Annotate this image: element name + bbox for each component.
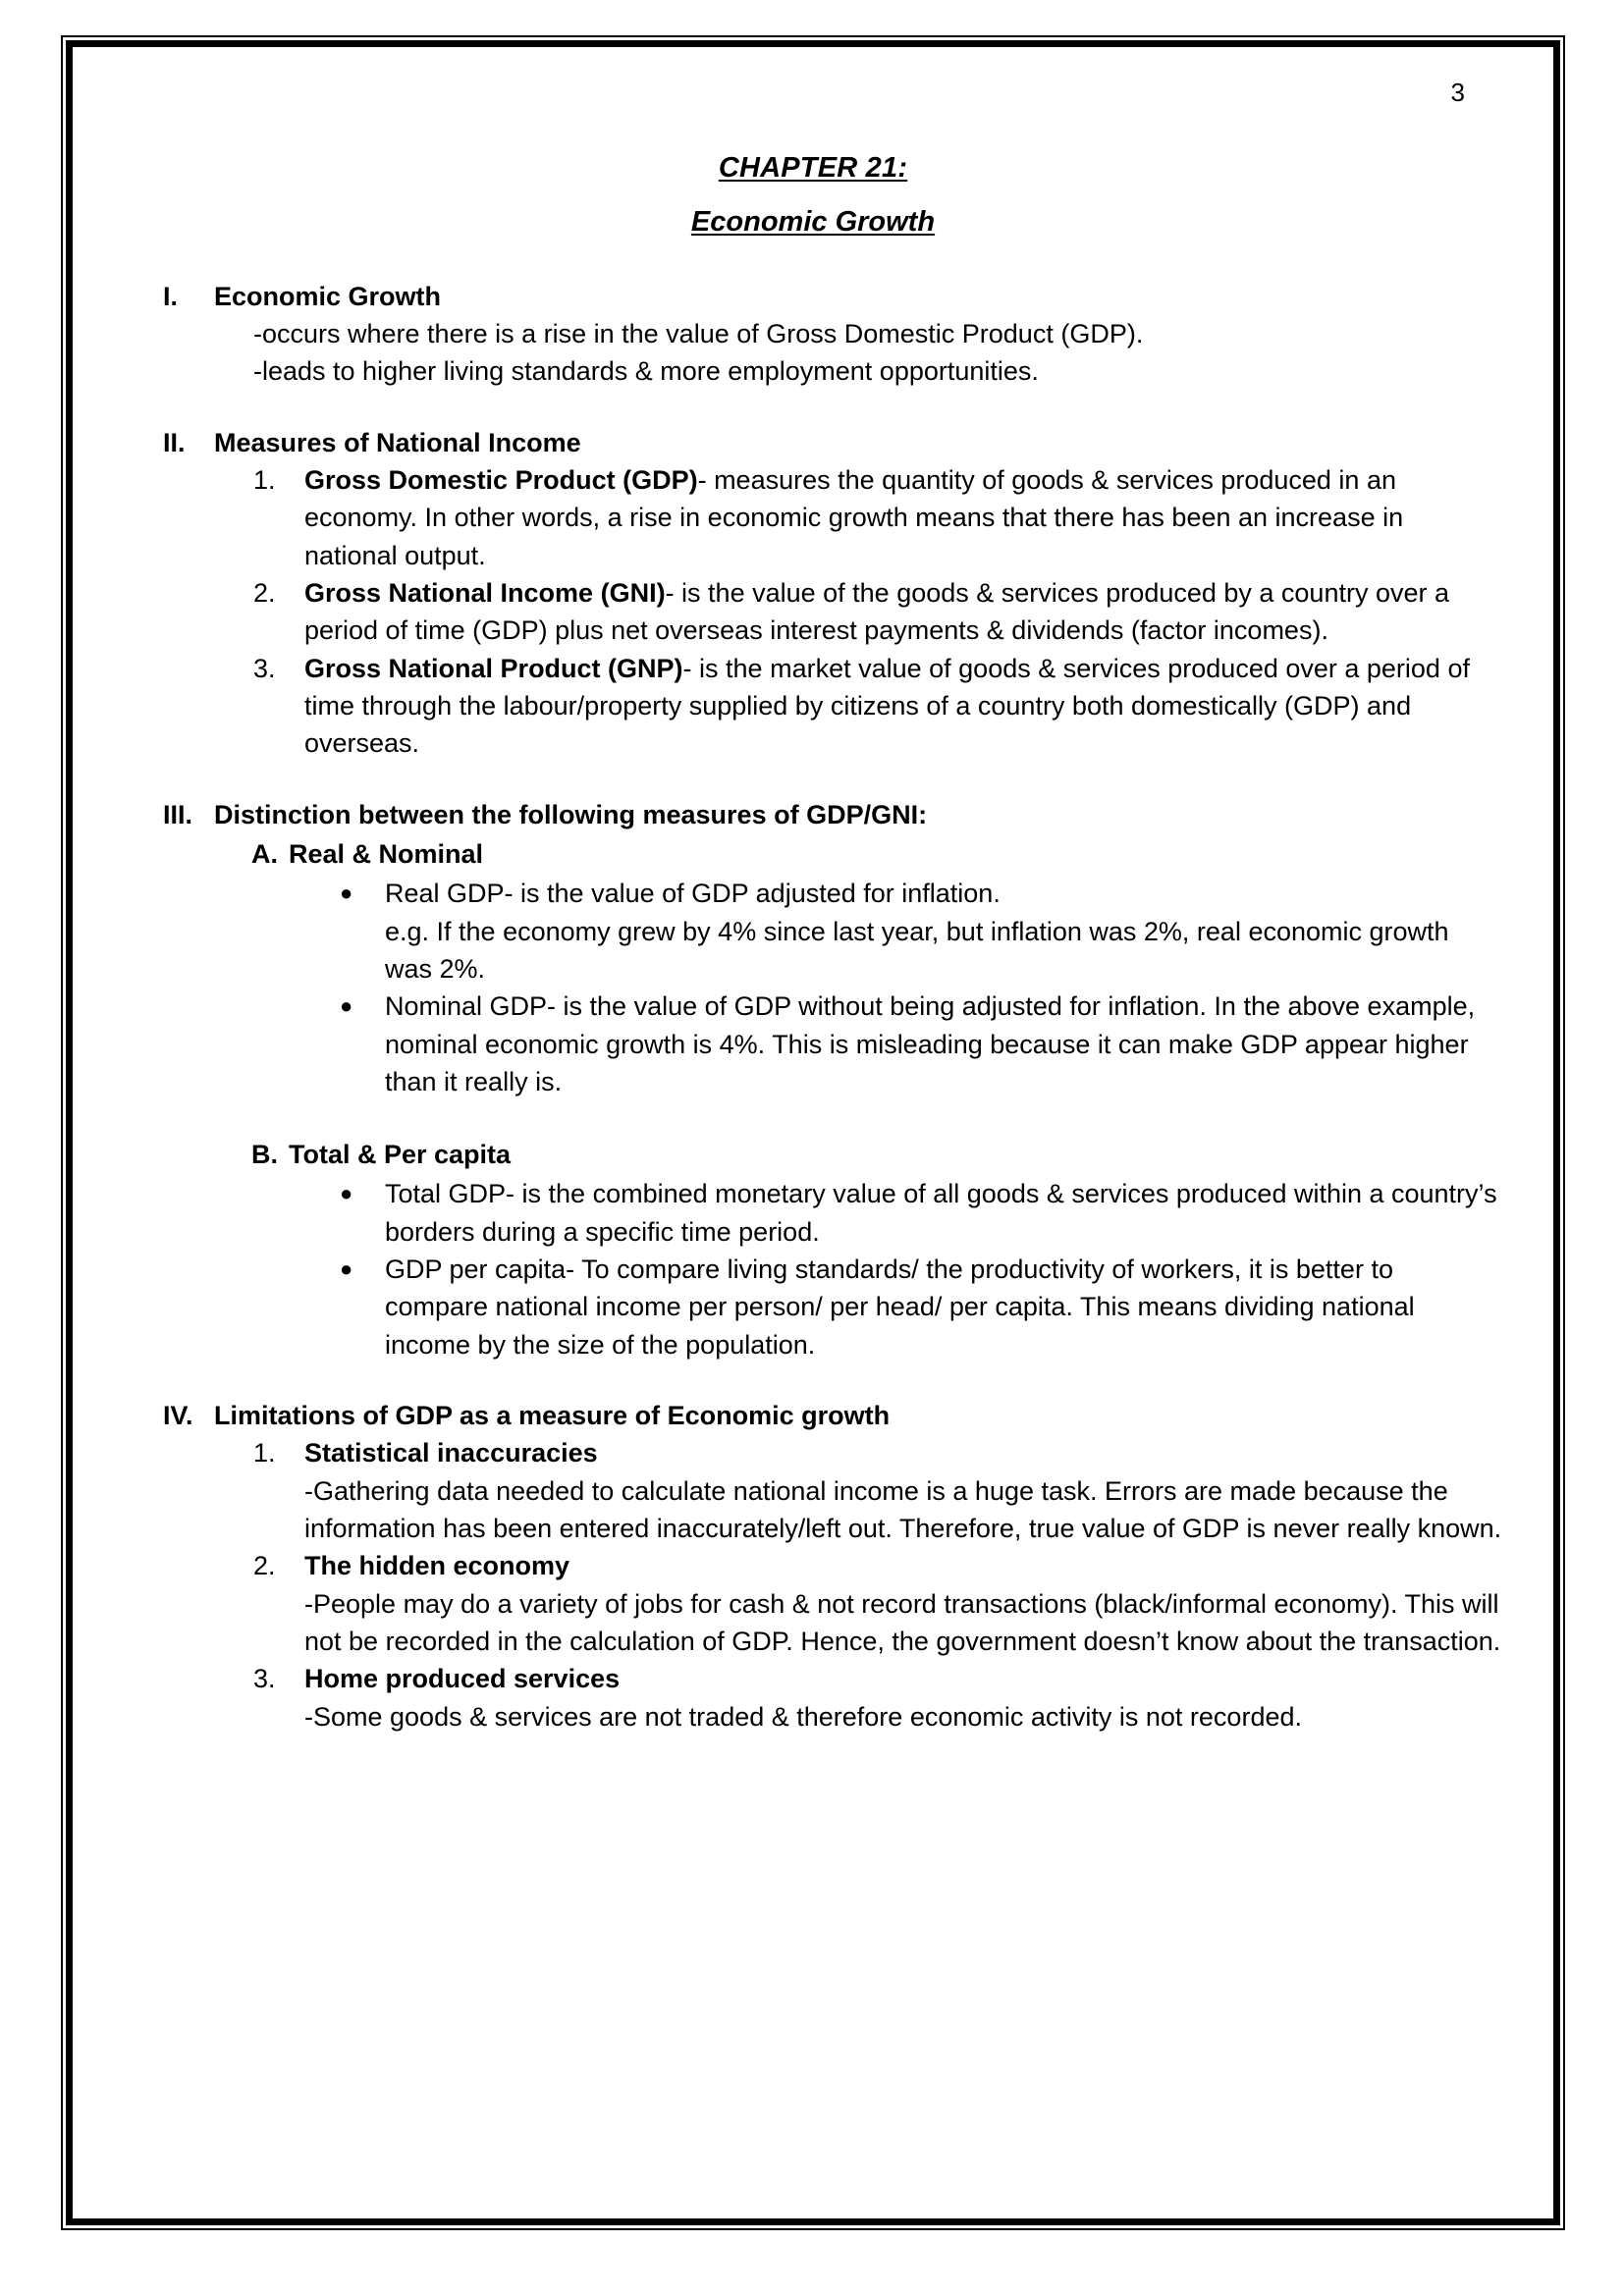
term-definition: - is the value of the goods & services produced by a country over a period of time (GDP) plus net overseas interest payments & dividends (factor incomes). xyxy=(304,577,1450,646)
section-title: Economic Growth xyxy=(214,281,442,311)
list-item xyxy=(253,1434,1502,1547)
section-heading xyxy=(124,796,1502,833)
bullet-text: Real GDP- is the value of GDP adjusted for inflation. e.g. If the economy grew by 4% since last year, but inflation was 2%, real economic growth was 2%. xyxy=(385,879,1449,984)
group-marker: A. xyxy=(251,838,278,869)
page-border-outer xyxy=(61,35,1565,2230)
group-marker: B. xyxy=(251,1140,278,1170)
term-label: The hidden economy xyxy=(304,1551,570,1581)
list-text xyxy=(304,1547,1502,1660)
disc-bullet-icon: ● xyxy=(340,881,353,906)
bullet-item xyxy=(340,875,1502,988)
page-content xyxy=(73,47,1553,2218)
section-heading xyxy=(124,1397,1502,1434)
chapter-subtitle-text: Economic Growth xyxy=(690,205,936,238)
term-definition: -Some goods & services are not traded & therefore economic activity is not recorded. xyxy=(304,1701,1302,1732)
term-label: Gross Domestic Product (GDP) xyxy=(304,464,698,495)
section-distinction-between-measures xyxy=(124,796,1502,1364)
section-marker: III. xyxy=(163,799,193,829)
term-definition: -People may do a variety of jobs for cash & not record transactions (black/informal economy). This will not be recorded in the calculation of GDP. Hence, the government doesn’t know about the transaction. xyxy=(304,1588,1501,1657)
term-definition: - is the market value of goods & services produced over a period of time through the labour/property supplied by citizens of a country both domestically (GDP) and overseas. xyxy=(304,653,1470,759)
bullet-text: GDP per capita- To compare living standards/ the productivity of workers, it is better to compare national income per person/ per head/ per capita. This means dividing national income by the size of the population. xyxy=(385,1255,1415,1360)
list-item xyxy=(253,1547,1502,1660)
section-line: -leads to higher living standards & more employment opportunities. xyxy=(253,356,1039,387)
group-title: Real & Nominal xyxy=(289,838,484,869)
disc-bullet-icon: ● xyxy=(340,993,353,1019)
bullet-list xyxy=(124,1175,1502,1363)
list-marker: 2. xyxy=(253,1551,276,1581)
list-text xyxy=(304,1660,1502,1735)
bullet-text: Nominal GDP- is the value of GDP without being adjusted for inflation. In the above example, nominal economic growth is 4%. This is misleading because it can make GDP appear higher than it really is. xyxy=(385,991,1476,1096)
section-marker: I. xyxy=(163,281,179,311)
group-title: Total & Per capita xyxy=(289,1140,512,1170)
lettered-group-heading xyxy=(251,835,1502,873)
bullet-item xyxy=(340,988,1502,1100)
list-item xyxy=(253,574,1502,650)
section-title: Distinction between the following measures of GDP/GNI: xyxy=(214,799,928,829)
term-label: Statistical inaccuracies xyxy=(304,1438,598,1468)
term-definition: -Gathering data needed to calculate national income is a huge task. Errors are made because the information has been entered inaccurately/left out. Therefore, true value of GDP is never really known. xyxy=(304,1475,1502,1544)
bullet-item xyxy=(340,1175,1502,1251)
section-limitations-of-gdp xyxy=(124,1397,1502,1735)
list-text xyxy=(304,461,1502,574)
outline xyxy=(124,278,1502,1735)
page-border-inner xyxy=(66,40,1560,2225)
list-item xyxy=(253,461,1502,574)
disc-bullet-icon: ● xyxy=(340,1181,353,1206)
chapter-title xyxy=(124,152,1502,185)
section-heading xyxy=(124,278,1502,315)
disc-bullet-icon: ● xyxy=(340,1256,353,1282)
page-number: 3 xyxy=(1450,78,1465,107)
term-label: Gross National Product (GNP) xyxy=(304,653,683,683)
list-marker: 3. xyxy=(253,1664,276,1694)
term-label: Gross National Income (GNI) xyxy=(304,577,666,608)
bullet-list xyxy=(124,875,1502,1100)
bullet-item xyxy=(340,1251,1502,1363)
term-definition: - measures the quantity of goods & services produced in an economy. In other words, a rise in economic growth means that there has been an increase in national output. xyxy=(304,464,1404,570)
list-text xyxy=(304,574,1502,650)
chapter-title-text: CHAPTER 21: xyxy=(718,151,908,184)
list-item xyxy=(253,650,1502,763)
list-text xyxy=(304,650,1502,763)
list-item xyxy=(253,1660,1502,1735)
list-text xyxy=(304,1434,1502,1547)
section-heading xyxy=(124,424,1502,461)
section-line: -occurs where there is a rise in the value of Gross Domestic Product (GDP). xyxy=(253,318,1144,348)
term-label: Home produced services xyxy=(304,1664,621,1694)
section-measures-of-national-income xyxy=(124,424,1502,763)
list-marker: 1. xyxy=(253,464,276,495)
lettered-group-heading xyxy=(251,1136,1502,1173)
chapter-subtitle xyxy=(124,206,1502,239)
list-marker: 2. xyxy=(253,577,276,608)
list-marker: 3. xyxy=(253,653,276,683)
section-marker: II. xyxy=(163,427,186,457)
numbered-list xyxy=(124,461,1502,763)
section-title: Measures of National Income xyxy=(214,427,581,457)
section-title: Limitations of GDP as a measure of Economic growth xyxy=(214,1401,891,1431)
spacer xyxy=(124,1100,1502,1134)
section-economic-growth xyxy=(124,278,1502,391)
numbered-list xyxy=(124,1434,1502,1735)
list-marker: 1. xyxy=(253,1438,276,1468)
section-marker: IV. xyxy=(163,1401,193,1431)
bullet-text: Total GDP- is the combined monetary value of all goods & services produced within a country’s borders during a specific time period. xyxy=(385,1179,1497,1247)
